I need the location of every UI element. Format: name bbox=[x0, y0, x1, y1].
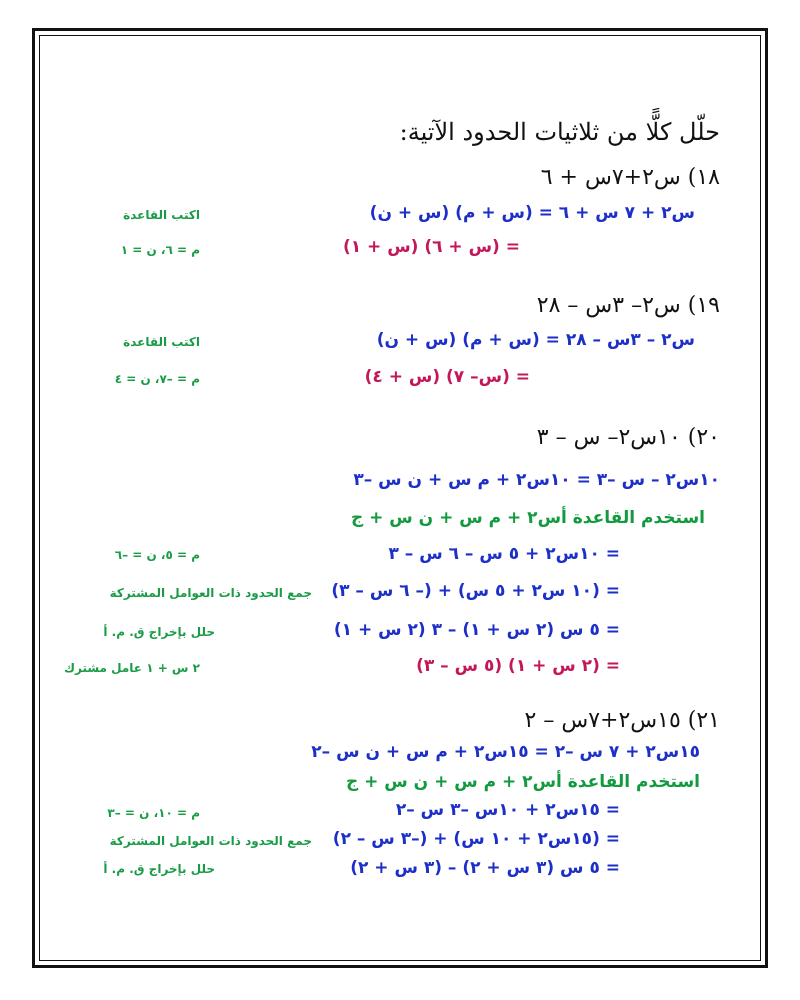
worksheet-title: حلّل كلًّا من ثلاثيات الحدود الآتية: bbox=[399, 118, 720, 146]
problem-20-note-3: م = ٥، ن = –٦ bbox=[114, 548, 200, 562]
problem-20-line-1: ١٠س٢ – س –٣ = ١٠س٢ + م س + ن س –٣ bbox=[353, 470, 720, 490]
problem-20-note-6: ٢ س + ١ عامل مشترك bbox=[63, 661, 200, 675]
problem-19-note-2: م = –٧، ن = ٤ bbox=[114, 372, 200, 386]
problem-18-heading: ١٨) س٢+٧س + ٦ bbox=[540, 165, 720, 190]
problem-21-line-1: ١٥س٢ + ٧ س –٢ = ١٥س٢ + م س + ن س –٢ bbox=[311, 742, 700, 762]
problem-18-note-2: م = ٦، ن = ١ bbox=[120, 243, 200, 257]
problem-21-line-3: = ١٥س٢ + ١٠س –٣ س –٢ bbox=[395, 800, 620, 820]
problem-19-line-2: = (س– ٧) (س + ٤) bbox=[364, 367, 530, 387]
problem-21-note-3: م = ١٠، ن = –٣ bbox=[107, 806, 200, 820]
problem-19-note-1: اكتب القاعدة bbox=[123, 335, 200, 349]
problem-20-line-3: = ١٠س٢ + ٥ س – ٦ س – ٣ bbox=[388, 544, 620, 564]
problem-20-heading: ٢٠) ١٠س٢– س – ٣ bbox=[536, 425, 720, 450]
problem-20-line-4: = (١٠ س٢ + ٥ س) + (– ٦ س – ٣) bbox=[331, 581, 620, 601]
problem-20-line-6: = (٢ س + ١) (٥ س – ٣) bbox=[416, 656, 620, 676]
problem-19-line-1: س٢ – ٣س – ٢٨ = (س + م) (س + ن) bbox=[376, 330, 695, 350]
problem-20-note-4: جمع الحدود ذات العوامل المشتركة bbox=[109, 586, 312, 600]
problem-21-line-5: = ٥ س (٣ س + ٢) – (٣ س + ٢) bbox=[350, 858, 620, 878]
problem-20-rule-line: استخدم القاعدة أس٢ + م س + ن س + ج bbox=[350, 508, 705, 528]
problem-19-heading: ١٩) س٢– ٣س – ٢٨ bbox=[536, 293, 720, 318]
problem-20-note-5: حلل بإخراج ق. م. أ bbox=[103, 625, 215, 639]
problem-18-line-1: س٢ + ٧ س + ٦ = (س + م) (س + ن) bbox=[369, 203, 695, 223]
problem-18-line-2: = (س + ٦) (س + ١) bbox=[342, 237, 520, 257]
problem-18-note-1: اكتب القاعدة bbox=[123, 208, 200, 222]
problem-21-heading: ٢١) ١٥س٢+٧س – ٢ bbox=[524, 708, 720, 733]
problem-21-note-5: حلل بإخراج ق. م. أ bbox=[103, 862, 215, 876]
problem-21-line-4: = (١٥س٢ + ١٠ س) + (–٣ س – ٢) bbox=[332, 829, 620, 849]
problem-21-rule-line: استخدم القاعدة أس٢ + م س + ن س + ج bbox=[345, 772, 700, 792]
problem-21-note-4: جمع الحدود ذات العوامل المشتركة bbox=[109, 834, 312, 848]
problem-20-line-5: = ٥ س (٢ س + ١) – ٣ (٢ س + ١) bbox=[333, 620, 620, 640]
